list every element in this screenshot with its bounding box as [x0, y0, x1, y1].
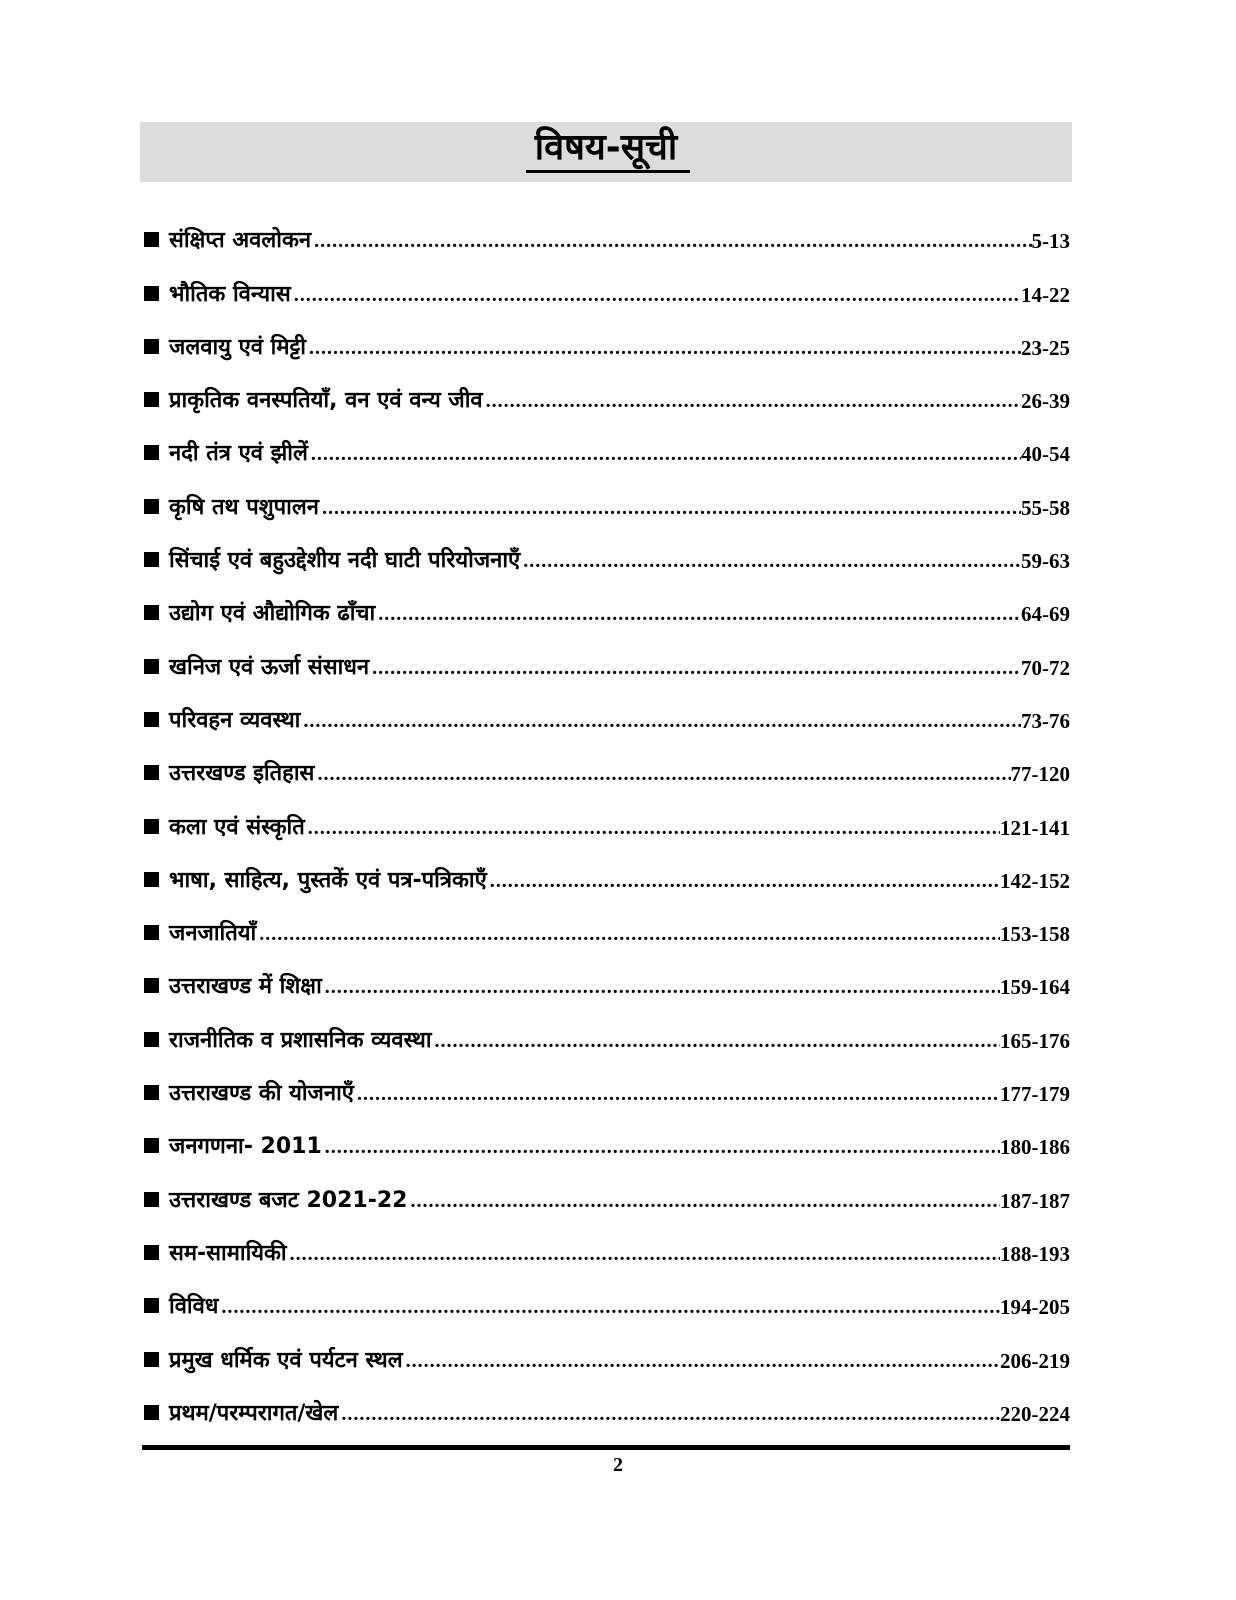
toc-entry-title: राजनीतिक व प्रशासनिक व्यवस्था — [169, 1027, 432, 1053]
title-underline — [526, 170, 690, 173]
toc-entry — [142, 1378, 1070, 1431]
dot-leader — [256, 917, 1000, 951]
toc-entry-pages: 220-224 — [1000, 1401, 1070, 1426]
toc-entry-title: प्रमुख धर्मिक एवं पर्यटन स्थल — [169, 1347, 403, 1373]
toc-entry — [142, 205, 1070, 258]
square-bullet-icon — [144, 605, 159, 620]
square-bullet-icon — [144, 1138, 159, 1153]
toc-entry-pages: 14-22 — [1021, 282, 1070, 307]
square-bullet-icon — [144, 392, 159, 407]
square-bullet-icon — [144, 286, 159, 301]
toc-entry — [142, 365, 1070, 418]
square-bullet-icon — [144, 978, 159, 993]
dot-leader — [483, 384, 1021, 418]
dot-leader — [314, 757, 1010, 791]
toc-entry-title: सिंचाई एवं बहुउद्देशीय नदी घाटी परियोजनाएँ — [169, 548, 521, 574]
toc-entry-title: जनजातियाँ — [169, 921, 257, 947]
toc-entry — [142, 525, 1070, 578]
dot-leader — [319, 491, 1021, 525]
toc-entry-pages: 159-164 — [1000, 975, 1070, 1000]
square-bullet-icon — [144, 1405, 159, 1420]
title-band — [140, 122, 1072, 182]
footer-rule — [142, 1445, 1070, 1450]
toc-entry — [142, 1164, 1070, 1217]
toc-entry — [142, 1324, 1070, 1377]
dot-leader — [432, 1024, 1000, 1058]
dot-leader — [322, 1130, 1000, 1164]
dot-leader — [487, 864, 1000, 898]
toc-entry — [142, 471, 1070, 524]
dot-leader — [305, 811, 1000, 845]
dot-leader — [369, 651, 1021, 685]
toc-entry-title: जनगणना- 2011 — [169, 1134, 322, 1160]
square-bullet-icon — [144, 445, 159, 460]
dot-leader — [218, 1290, 1000, 1324]
toc-entry-pages: 77-120 — [1010, 762, 1070, 787]
square-bullet-icon — [144, 872, 159, 887]
square-bullet-icon — [144, 765, 159, 780]
square-bullet-icon — [144, 1298, 159, 1313]
toc-entry — [142, 738, 1070, 791]
dot-leader — [407, 1184, 1000, 1218]
toc-entry-title: उत्तराखण्ड में शिक्षा — [169, 974, 322, 1000]
toc-entry-title: कृषि तथ पशुपालन — [169, 494, 320, 520]
toc-entry-pages: 64-69 — [1021, 602, 1070, 627]
toc-entry-pages: 153-158 — [1000, 922, 1070, 947]
toc-entry-pages: 165-176 — [1000, 1028, 1070, 1053]
dot-leader — [306, 331, 1021, 365]
square-bullet-icon — [144, 499, 159, 514]
toc-entry-pages: 59-63 — [1021, 549, 1070, 574]
toc-entry — [142, 791, 1070, 844]
square-bullet-icon — [144, 1245, 159, 1260]
toc-entry — [142, 258, 1070, 311]
toc-entry — [142, 951, 1070, 1004]
page-number: 2 — [613, 1454, 623, 1476]
dot-leader — [311, 224, 1031, 258]
toc-entry-title: खनिज एवं ऊर्जा संसाधन — [169, 654, 370, 680]
toc-entry — [142, 418, 1070, 471]
toc-entry-title: उत्तराखण्ड बजट 2021-22 — [169, 1187, 408, 1213]
toc-entry — [142, 1271, 1070, 1324]
toc-entry-title: भाषा, साहित्य, पुस्तकें एवं पत्र-पत्रिकाएँ — [169, 867, 487, 893]
toc-entry — [142, 1058, 1070, 1111]
toc-entry-title: उत्तराखण्ड की योजनाएँ — [169, 1081, 354, 1107]
toc-entry-title: प्रथम/परम्परागत/खेल — [169, 1400, 339, 1426]
toc-entry-pages: 23-25 — [1021, 335, 1070, 360]
toc-entry-pages: 121-141 — [1000, 815, 1070, 840]
toc-entry — [142, 578, 1070, 631]
toc-entry-pages: 180-186 — [1000, 1135, 1070, 1160]
toc-entry-pages: 194-205 — [1000, 1295, 1070, 1320]
toc-entry-pages: 70-72 — [1021, 655, 1070, 680]
square-bullet-icon — [144, 1085, 159, 1100]
toc-entry-pages: 40-54 — [1021, 442, 1070, 467]
square-bullet-icon — [144, 552, 159, 567]
toc-entry-title: प्राकृतिक वनस्पतियाँ, वन एवं वन्य जीव — [169, 388, 483, 414]
toc-entry-title: परिवहन व्यवस्था — [169, 707, 301, 733]
square-bullet-icon — [144, 925, 159, 940]
page-title: विषय-सूची — [534, 127, 678, 168]
toc-entry — [142, 685, 1070, 738]
square-bullet-icon — [144, 339, 159, 354]
toc-entry — [142, 1111, 1070, 1164]
toc-entry-title: भौतिक विन्यास — [169, 281, 291, 307]
dot-leader — [375, 597, 1021, 631]
toc-entry — [142, 631, 1070, 684]
dot-leader — [354, 1077, 1000, 1111]
toc-entry-pages: 206-219 — [1000, 1348, 1070, 1373]
toc-entry-pages: 177-179 — [1000, 1082, 1070, 1107]
square-bullet-icon — [144, 819, 159, 834]
toc-entry-title: नदी तंत्र एवं झीलें — [169, 441, 308, 467]
dot-leader — [403, 1344, 1000, 1378]
square-bullet-icon — [144, 1352, 159, 1367]
toc-entry-title: कला एवं संस्कृति — [169, 814, 305, 840]
toc-entry-title: जलवायु एवं मिट्टी — [169, 334, 306, 360]
toc-entry-pages: 188-193 — [1000, 1241, 1070, 1266]
dot-leader — [287, 1237, 1000, 1271]
dot-leader — [322, 970, 1000, 1004]
square-bullet-icon — [144, 659, 159, 674]
square-bullet-icon — [144, 232, 159, 247]
toc-entry-pages: 142-152 — [1000, 868, 1070, 893]
square-bullet-icon — [144, 1192, 159, 1207]
toc-entry — [142, 1218, 1070, 1271]
toc-entry — [142, 1004, 1070, 1057]
dot-leader — [520, 544, 1021, 578]
toc-entry-pages: 5-13 — [1031, 229, 1070, 254]
dot-leader — [291, 278, 1021, 312]
dot-leader — [300, 704, 1021, 738]
toc-entry — [142, 898, 1070, 951]
toc-entry-title: उद्योग एवं औद्योगिक ढाँचा — [169, 601, 376, 627]
square-bullet-icon — [144, 712, 159, 727]
toc-entry — [142, 845, 1070, 898]
square-bullet-icon — [144, 1032, 159, 1047]
dot-leader — [338, 1397, 1000, 1431]
toc-entry-pages: 55-58 — [1021, 495, 1070, 520]
toc-entry-title: संक्षिप्त अवलोकन — [169, 228, 312, 254]
table-of-contents — [142, 205, 1070, 1431]
toc-entry — [142, 312, 1070, 365]
toc-entry-pages: 73-76 — [1021, 708, 1070, 733]
toc-entry-pages: 26-39 — [1021, 389, 1070, 414]
toc-entry-title: सम-सामायिकी — [169, 1240, 287, 1266]
toc-entry-title: विविध — [169, 1294, 219, 1320]
dot-leader — [308, 437, 1021, 471]
toc-entry-title: उत्तरखण्ड इतिहास — [169, 761, 315, 787]
toc-entry-pages: 187-187 — [1000, 1188, 1070, 1213]
